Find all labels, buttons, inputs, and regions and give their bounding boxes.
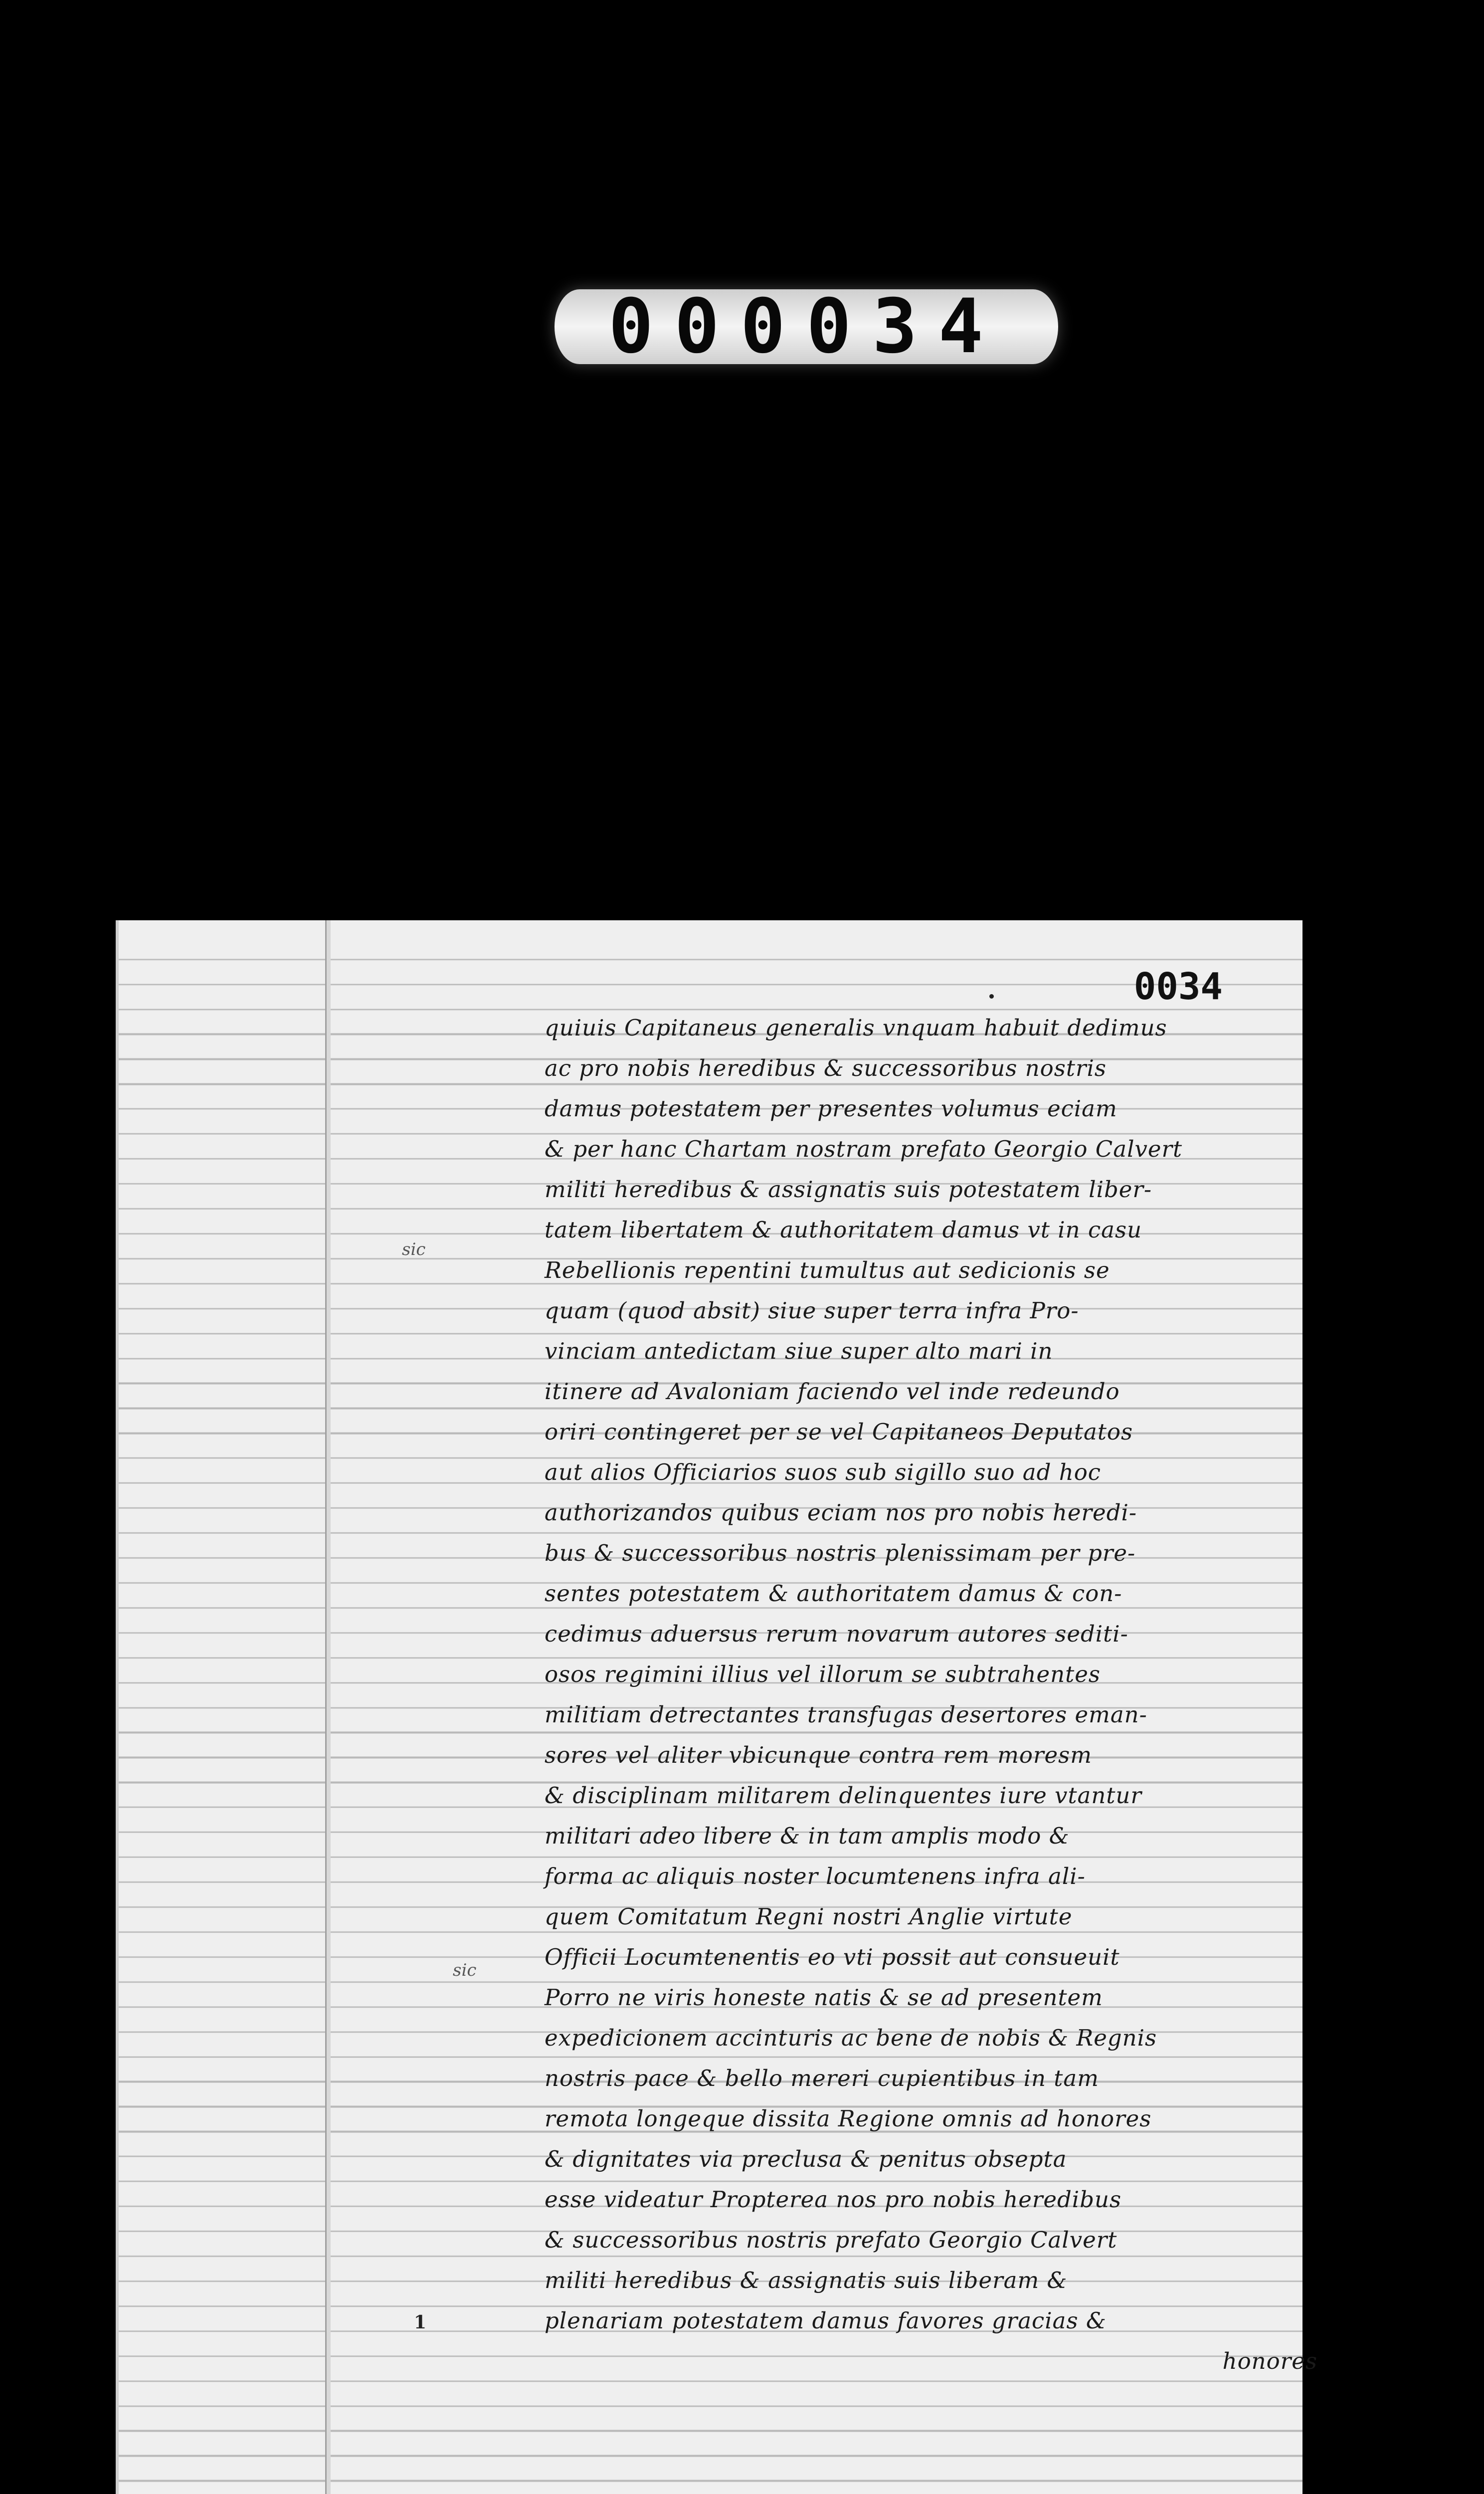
text-line: & dignitates via preclusa & penitus obsepta <box>545 2146 1067 2172</box>
left-margin-column <box>116 920 327 2494</box>
text-line: plenariam potestatem damus favores gracias & <box>545 2307 1107 2334</box>
text-line: oriri contingeret per se vel Capitaneos Deputatos <box>545 1419 1133 1445</box>
text-line: sentes potestatem & authoritatem damus & con- <box>545 1580 1122 1607</box>
text-line: ac pro nobis heredibus & successoribus nostris <box>545 1055 1107 1081</box>
text-line: osos regimini illius vel illorum se subtrahentes <box>545 1661 1101 1687</box>
text-line: expedicionem accinturis ac bene de nobis & Regnis <box>545 2025 1157 2051</box>
manuscript-text <box>545 1008 1397 2381</box>
text-line: tatem libertatem & authoritatem damus vt in casu <box>545 1217 1142 1243</box>
text-line: authorizandos quibus eciam nos pro nobis heredi- <box>545 1499 1137 1526</box>
text-line: & per hanc Chartam nostram prefato Georgio Calvert <box>545 1136 1183 1162</box>
text-line: & disciplinam militarem delinquentes iure vtantur <box>545 1782 1142 1809</box>
text-line: bus & successoribus nostris plenissimam per pre- <box>545 1540 1136 1566</box>
text-line: nostris pace & bello mereri cupientibus in tam <box>545 2065 1099 2091</box>
text-line: aut alios Officiarios suos sub sigillo suo ad hoc <box>545 1459 1102 1485</box>
text-line: remota longeque dissita Regione omnis ad honores <box>545 2105 1152 2132</box>
manuscript-page <box>116 920 1317 2494</box>
text-line: itinere ad Avaloniam faciendo vel inde redeundo <box>545 1378 1120 1405</box>
margin-note-sic-2: sic <box>453 1960 477 1980</box>
text-line: Rebellionis repentini tumultus aut sedicionis se <box>545 1257 1110 1283</box>
text-line: Officii Locumtenentis eo vti possit aut consueuit <box>545 1944 1120 1970</box>
catchword-line: honores <box>1222 2348 1317 2374</box>
text-line: vinciam antedictam siue super alto mari in <box>545 1338 1053 1364</box>
text-line: militi heredibus & assignatis suis liberam & <box>545 2267 1068 2293</box>
text-line: sores vel aliter vbicunque contra rem moresm <box>545 1742 1092 1768</box>
text-line: militi heredibus & assignatis suis potestatem liber- <box>545 1176 1152 1203</box>
text-line: militiam detrectantes transfugas desertores eman- <box>545 1701 1147 1728</box>
text-line: cedimus aduersus rerum novarum autores sediti- <box>545 1621 1128 1647</box>
text-line: & successoribus nostris prefato Georgio Calvert <box>545 2227 1117 2253</box>
text-line: quem Comitatum Regni nostri Anglie virtute <box>545 1903 1073 1930</box>
margin-note-sic-1: sic <box>402 1240 426 1259</box>
text-line: quiuis Capitaneus generalis vnquam habuit dedimus <box>545 1015 1167 1041</box>
text-line: quam (quod absit) siue super terra infra Pro- <box>545 1297 1079 1324</box>
ink-dot <box>989 994 994 999</box>
frame-counter: 000034 <box>555 289 1058 364</box>
margin-note-mark: 1 <box>414 2312 427 2333</box>
page-number: 0034 <box>1133 965 1223 1008</box>
text-line: forma ac aliquis noster locumtenens infra ali- <box>545 1863 1086 1889</box>
text-line: Porro ne viris honeste natis & se ad presentem <box>545 1984 1103 2011</box>
text-line: esse videatur Propterea nos pro nobis heredibus <box>545 2186 1122 2213</box>
text-line: militari adeo libere & in tam amplis modo & <box>545 1823 1070 1849</box>
text-line: damus potestatem per presentes volumus eciam <box>545 1095 1117 1122</box>
